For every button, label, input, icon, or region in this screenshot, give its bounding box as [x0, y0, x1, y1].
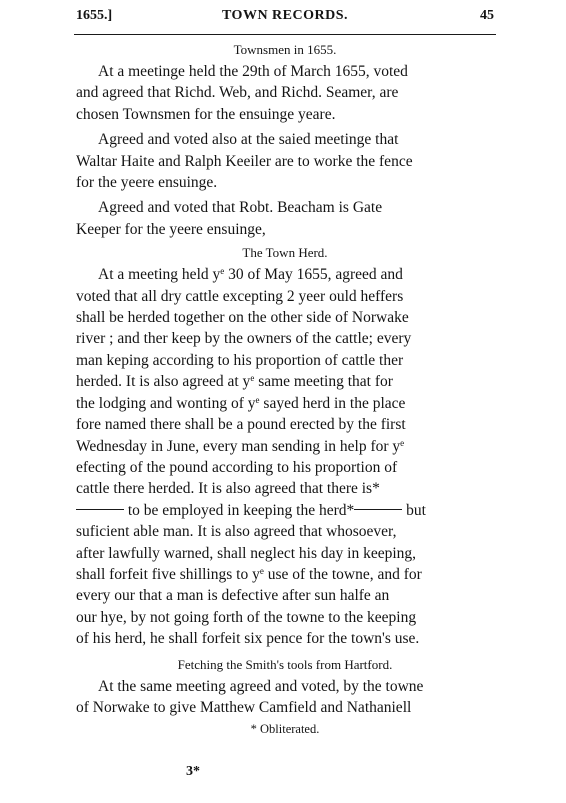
page-body [76, 39, 494, 737]
section-heading-townsmen: Townsmen in 1655. [233, 42, 337, 57]
text-line: Agreed and voted that Robt. Beacham is Gate [98, 199, 383, 217]
text-line: of his herd, he shall forfeit six pence for the town's use. [76, 630, 420, 648]
text-line: cattle there herded. It is also agreed that there is* [76, 480, 380, 498]
text-line: At a meeting held $y^e$ 30 of May 1655, agreed and [98, 266, 403, 284]
text-line: for the yeere ensuinge. [76, 174, 218, 192]
text-line: river ; and ther keep by the owners of the cattle; every [76, 330, 412, 348]
text-line: of Norwake to give Matthew Camfield and Nathaniell [76, 698, 412, 716]
paragraph-town-herd [76, 264, 494, 649]
text-line: to be employed in keeping the herd* but [76, 500, 494, 521]
running-header [76, 6, 494, 26]
text-line: Wednesday in June, every man sending in help for $y^e$ [76, 437, 405, 455]
obliterated-dash [354, 509, 402, 510]
obliterated-dash [76, 509, 124, 510]
text-line: shall forfeit five shillings to $y^e$ use of the towne, and for [76, 565, 422, 583]
header-title: TOWN RECORDS. [221, 8, 349, 23]
text-line: At a meetinge held the 29th of March 1655, voted [98, 63, 408, 80]
page-number: 45 [480, 8, 494, 23]
signature-mark: 3* [186, 764, 200, 779]
section-heading-town-herd: The Town Herd. [242, 245, 328, 261]
text-line: Agreed and voted also at the saied meetinge that [98, 131, 399, 149]
text-line: Keeper for the yeere ensuinge, [76, 220, 266, 238]
text-line: efecting of the pound according to his proportion of [76, 458, 398, 476]
section-heading-smith-tools: Fetching the Smith's tools from Hartford. [177, 656, 393, 672]
header-year: 1655.] [76, 8, 113, 23]
paragraph-smith-tools [76, 676, 494, 719]
text-line: after lawfully warned, shall neglect his day in keeping, [76, 544, 417, 562]
text-line: At the same meeting agreed and voted, by the towne [98, 677, 424, 695]
paragraph-townsmen-3 [76, 197, 494, 240]
footnote: * Obliterated. [250, 722, 320, 737]
header-rule [74, 34, 496, 35]
text-line: the lodging and wonting of $y^e$ sayed herd in the place [76, 394, 406, 412]
paragraph-townsmen-2 [76, 129, 494, 193]
paragraph-townsmen-1 [76, 61, 494, 125]
text-line: herded. It is also agreed at $y^e$ same meeting that for [76, 373, 393, 391]
text-line: fore named there shall be a pound erected by the first [76, 416, 406, 434]
text-line: voted that all dry cattle excepting 2 yeer ould heffers [76, 287, 404, 305]
text-line: shall be herded together on the other side of Norwake [76, 309, 409, 327]
text-line: Waltar Haite and Ralph Keeiler are to worke the fence [76, 152, 413, 170]
text-line: chosen Townsmen for the ensuinge yeare. [76, 105, 336, 123]
text-line: our hye, by not going forth of the towne to the keeping [76, 608, 417, 626]
text-line: every our that a man is defective after sun halfe an [76, 587, 390, 605]
text-line: suficient able man. It is also agreed that whosoever, [76, 523, 397, 541]
text-line: man keping according to his proportion of cattle ther [76, 351, 404, 369]
text-line: and agreed that Richd. Web, and Richd. Seamer, are [76, 84, 399, 102]
